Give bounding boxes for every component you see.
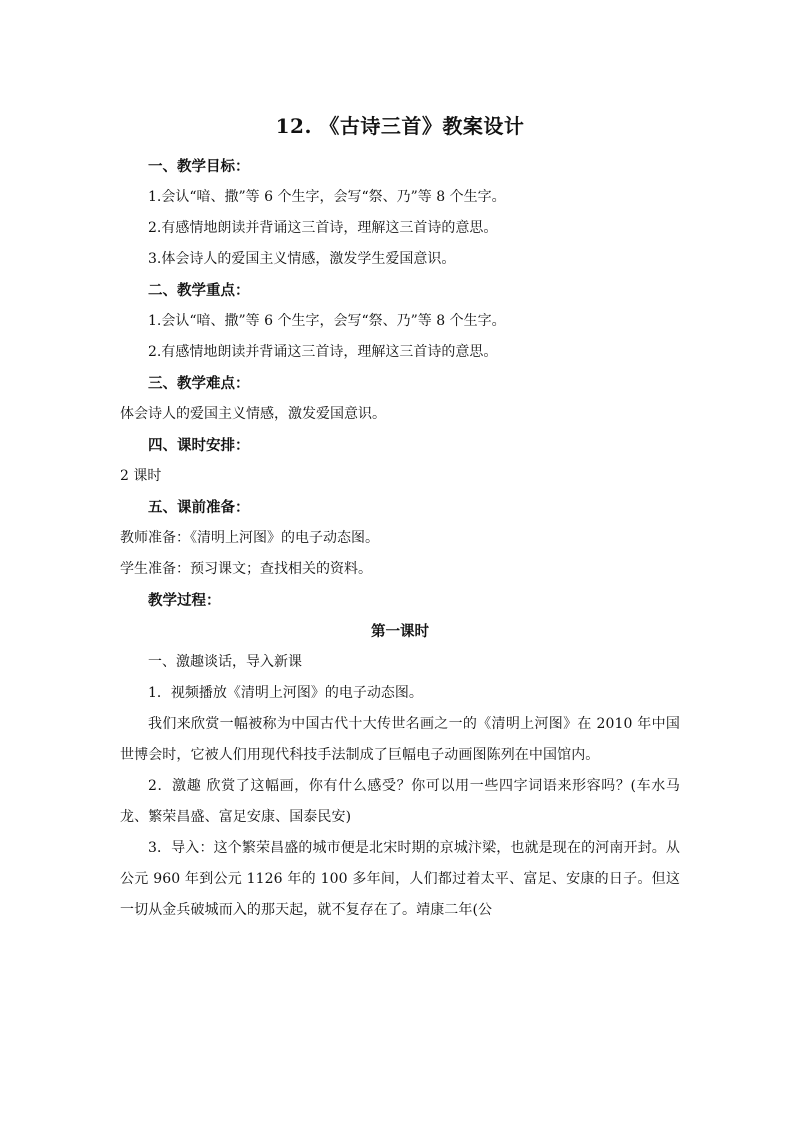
difficulty-item-1: 体会诗人的爱国主义情感，激发爱国意识。	[120, 406, 386, 422]
objective-item-2: 2.有感情地朗读并背诵这三首诗，理解这三首诗的意思。	[148, 220, 498, 236]
section-heading-difficulties: 三、教学难点：	[148, 375, 250, 392]
process-paragraph-1: 我们来欣赏一幅被称为中国古代十大传世名画之一的《清明上河图》在 2010 年中国世博会时，它被人们用现代科技手法制成了巨幅电子动画图陈列在中国馆内。	[120, 716, 680, 763]
section-heading-preparation: 五、课前准备：	[148, 499, 250, 516]
preparation-item-teacher: 教师准备：《清明上河图》的电子动态图。	[120, 530, 379, 546]
preparation-item-student: 学生准备：预习课文；查找相关的资料。	[120, 561, 372, 577]
schedule-item-1: 2 课时	[120, 468, 162, 484]
section-heading-process: 教学过程：	[148, 592, 221, 609]
section-heading-schedule: 四、课时安排：	[148, 437, 250, 454]
process-subheading: 一、激趣谈话，导入新课	[148, 654, 302, 670]
process-paragraph-3: 3．导入：这个繁荣昌盛的城市便是北宋时期的京城汴梁，也就是现在的河南开封。从公元 960 年到公元 1126 年的 100 多年间，人们都过着太平、富足、安康的日子。但这一切从金兵破城而入的那天起，就不复存在了。靖康二年(公	[120, 840, 680, 918]
document-title: 12. 《古诗三首》教案设计	[275, 114, 525, 138]
process-step-1: 1．视频播放《清明上河图》的电子动态图。	[148, 685, 423, 701]
objective-item-1: 1.会认“喑、撒”等 6 个生字，会写“祭、乃”等 8 个生字。	[148, 189, 506, 205]
section-heading-key-points: 二、教学重点：	[148, 282, 250, 299]
lesson-title: 第一课时	[371, 623, 429, 640]
document-content	[120, 110, 680, 926]
key-point-item-1: 1.会认“喑、撒”等 6 个生字，会写“祭、乃”等 8 个生字。	[148, 313, 506, 329]
objective-item-3: 3.体会诗人的爱国主义情感，激发学生爱国意识。	[148, 251, 456, 267]
key-point-item-2: 2.有感情地朗读并背诵这三首诗，理解这三首诗的意思。	[148, 344, 498, 360]
process-paragraph-2: 2．激趣 欣赏了这幅画，你有什么感受？你可以用一些四字词语来形容吗？(车水马龙、繁荣昌盛、富足安康、国泰民安)	[120, 778, 680, 825]
section-heading-objectives: 一、教学目标：	[148, 158, 250, 175]
